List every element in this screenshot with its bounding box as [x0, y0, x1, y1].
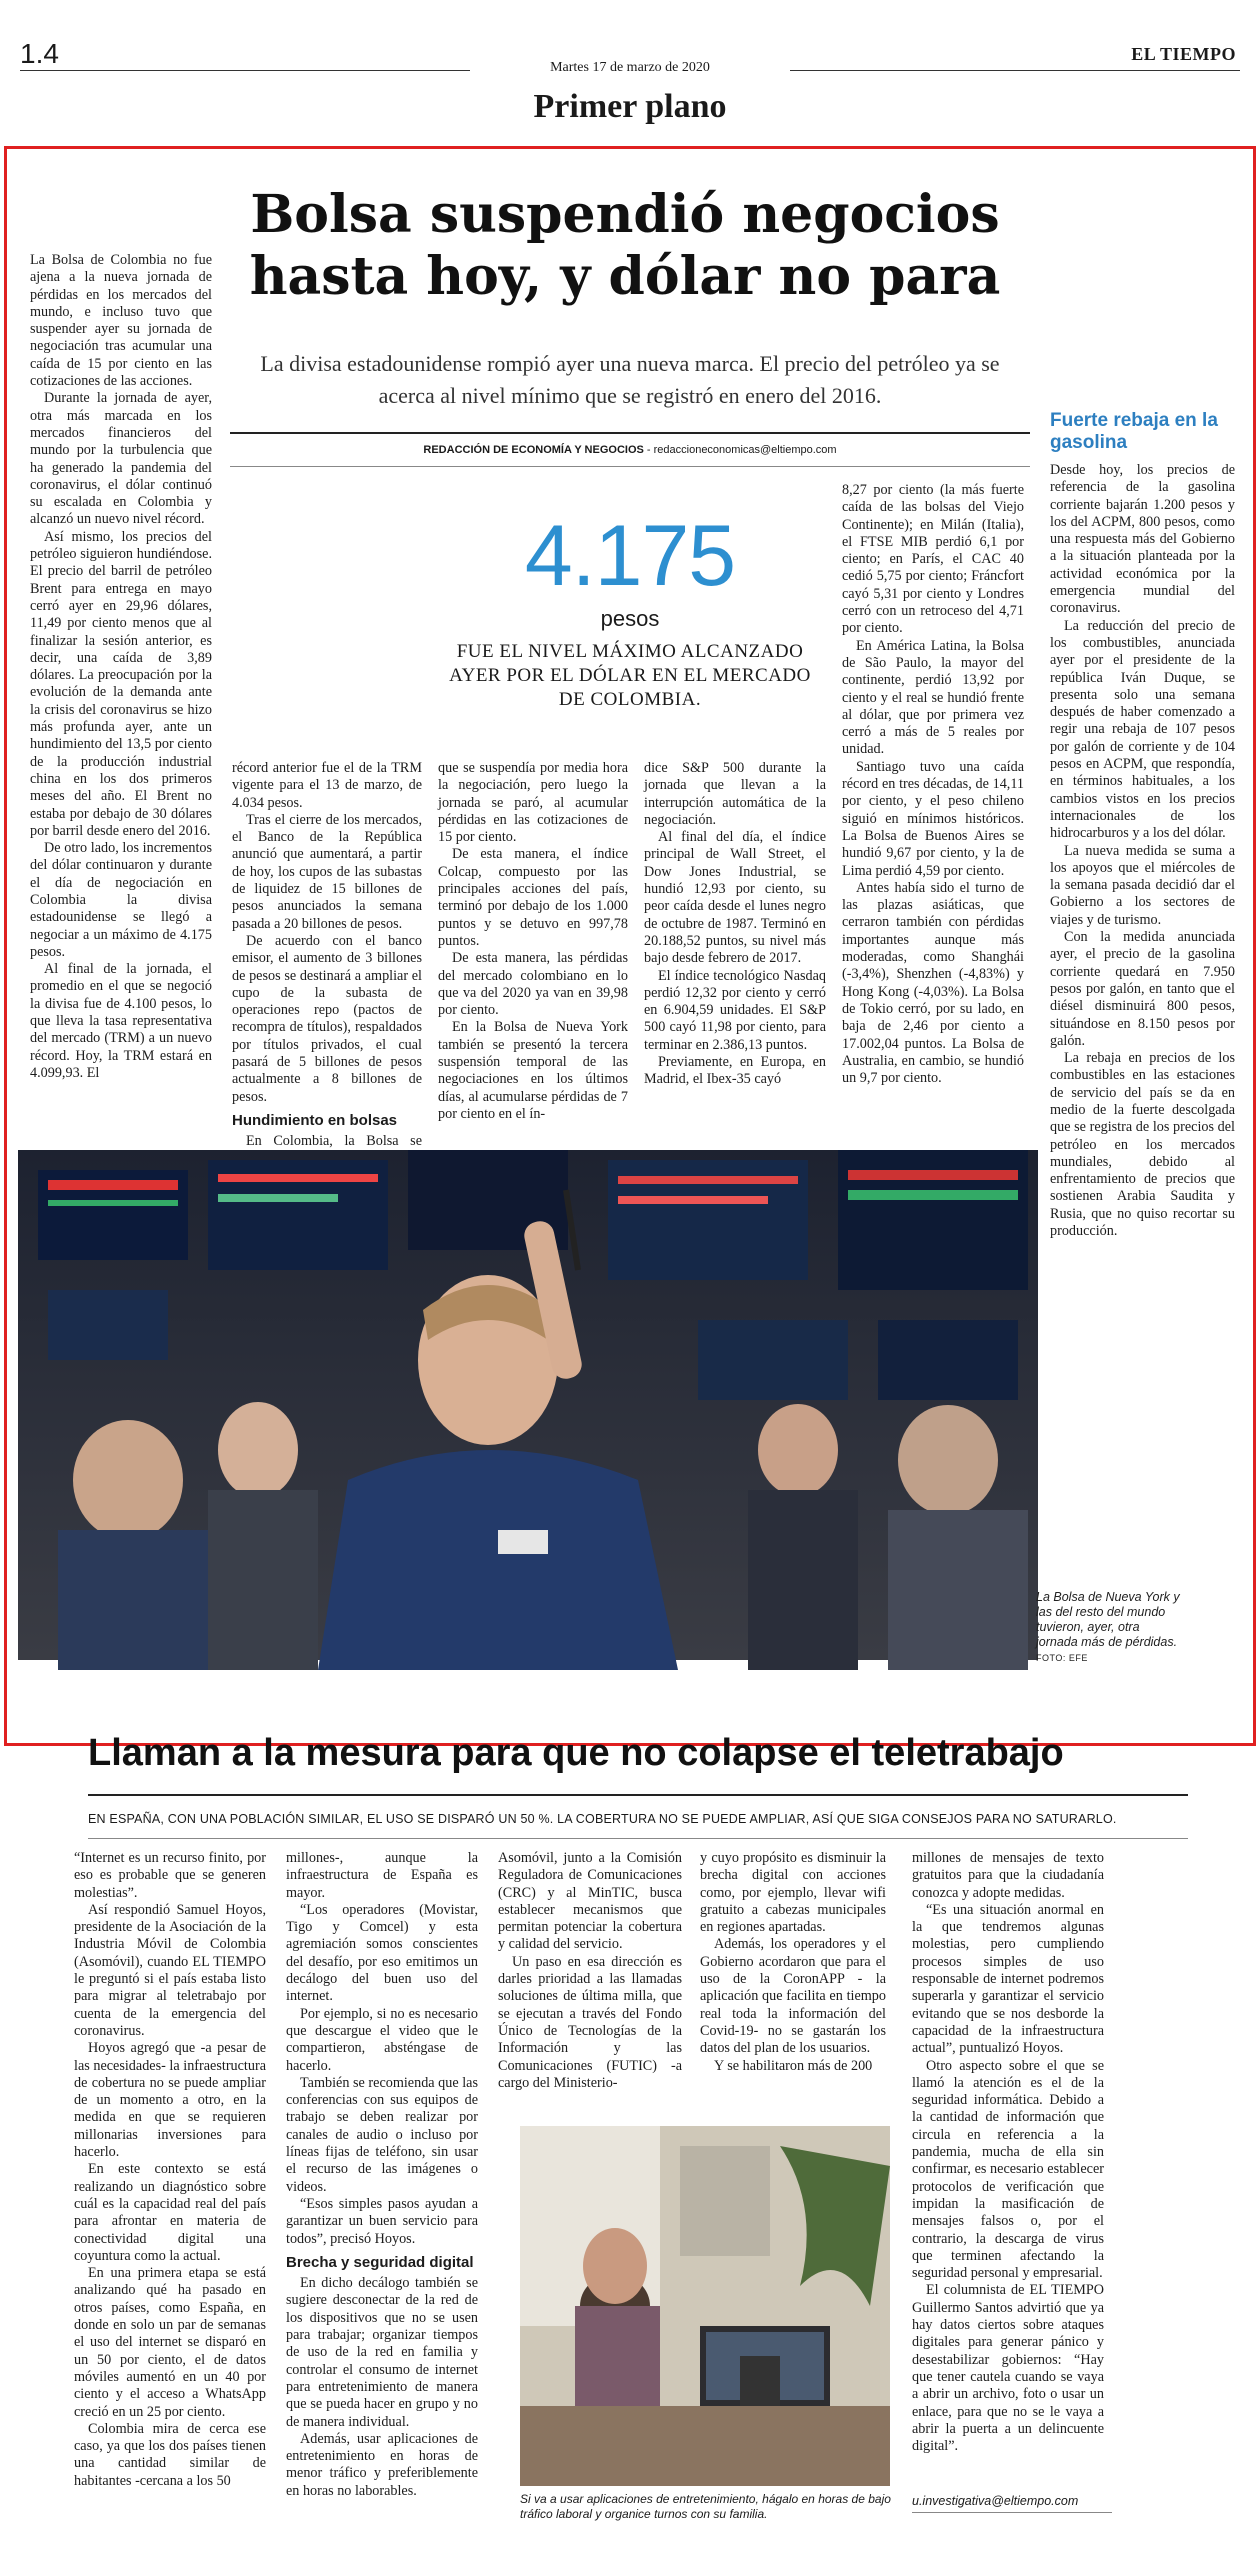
page-number: 1.4: [20, 38, 59, 69]
brand-logo: EL TIEMPO: [1131, 44, 1236, 64]
paragraph: Antes había sido el turno de las plazas asiáticas, que cerraron también con pérdidas importantes aunque más moderadas, como Shanghái (-3,4%), Shenzhen (-4,83%) y Hong Kong (-4,03%). La Bolsa de Tokio cerró, por su lado, en baja de 2,46 por ciento a 17.002,04 puntos. La Bolsa de Australia, en cambio, se hundió un 9,7 por ciento.: [842, 879, 1024, 1087]
fact-number: 4.175: [524, 508, 736, 604]
paragraph: En este contexto se está realizando un diagnóstico sobre cuál es la capacidad real del país para afrontar en materia de conectividad digital una coyuntura como la actual.: [74, 2161, 266, 2264]
fact-description: FUE EL NIVEL MÁXIMO ALCANZADO AYER POR EL DÓLAR EN EL MERCADO DE COLOMBIA.: [449, 641, 811, 710]
section-title: Primer plano: [533, 88, 727, 125]
article-headline: Bolsa suspendió negocios hasta hoy, y dólar no para: [249, 184, 1001, 307]
paragraph: millones-, aunque la infraestructura de España es mayor.: [286, 1850, 478, 1901]
fact-unit: pesos: [600, 606, 660, 631]
article-column-2: [232, 760, 422, 1150]
second-article-column-1: [74, 1850, 266, 2530]
paragraph: Por ejemplo, si no es necesario que descargue el video que le compartieron, absténgase de hacerlo.: [286, 2005, 478, 2074]
second-article-headline: Llaman a la mesura para que no colapse el teletrabajo: [88, 1732, 1064, 1774]
paragraph: En Colombia, la Bolsa se: [246, 1133, 422, 1150]
paragraph: Hoyos agregó que -a pesar de las necesidades- la infraestructura de cobertura no se puede ampliar de un momento a otro, en la medida en que se requieren millonarias inversiones para hacerlo.: [74, 2040, 266, 2161]
paragraph: La reducción del precio de los combustibles, anunciada ayer por el presidente de la república Iván Duque, se presenta solo una semana después de haber comenzado a regir una rebaja de 107 pesos por galón de corriente y de 104 pesos en ACPM, que respondía, en términos habituales, a los cambios vistos en los precios internacionales de los hidrocarburos y a los del dólar.: [1050, 617, 1235, 842]
paragraph: El índice tecnológico Nasdaq perdió 12,32 por ciento y cerró en 6.904,59 unidades. El S&P 500 cayó 11,98 por ciento, para terminar en 2.386,13 puntos.: [644, 967, 826, 1053]
paragraph: récord anterior fue el de la TRM vigente para el 13 de marzo, de 4.034 pesos.: [232, 760, 422, 811]
paragraph: En América Latina, la Bolsa de São Paulo, la mayor del continente, perdió 13,92 por ciento y el real se hundió frente al dólar, que por primera vez cerró a más de 5 reales por unidad.: [842, 637, 1024, 758]
paragraph: “Es una situación anormal en la que tendremos algunas molestias, pero cumpliendo procesos simples de uso responsable de internet podremos superarla y garantizar el servicio evitando que se nos desborde la capacidad de la infraestructura actual”, puntualizó Hoyos.: [912, 1901, 1104, 2057]
byline-rule: [230, 466, 1030, 467]
article-column-1: [30, 252, 212, 1132]
paragraph: Previamente, en Europa, en Madrid, el Ibex-35 cayó: [644, 1054, 826, 1088]
paragraph: Además, usar aplicaciones de entretenimiento en horas de menor tráfico y preferiblemente en horas no laborables.: [286, 2430, 478, 2499]
paragraph: De esta manera, las pérdidas del mercado colombiano en lo que va del 2020 ya van en 39,98 por ciento.: [438, 950, 628, 1019]
paragraph: También se recomienda que las conferencias con sus equipos de trabajo se deben realizar por canales de audio o incluso por líneas fijas de teléfono, sin usar el recurso de las imágenes o videos.: [286, 2074, 478, 2195]
paragraph: La nueva medida se suma a los apoyos que el miércoles de la semana pasada decidió dar el Gobierno a los sectores de viajes y de turismo.: [1050, 842, 1235, 928]
article-column-3: [438, 760, 628, 1140]
paragraph: De otro lado, los incrementos del dólar continuaron y durante el día de negociación en Colombia la divisa estadounidense se llegó a negociar a un máximo de 4.175 pesos.: [30, 840, 212, 960]
second-article-column-5: [912, 1850, 1104, 2490]
paragraph: Tras el cierre de los mercados, el Banco de la República anunció que aumentará, a partir de hoy, los cupos de las subastas de liquidez de 15 billones de pesos anunciados la semana pasada a 20 billones de pesos.: [232, 811, 422, 932]
telework-photo: [520, 2126, 890, 2486]
paragraph: Al final de la jornada, el promedio en el que se negoció la divisa fue de 4.100 pesos, lo que lleva la tasa representativa del mercado (TRM) a un nuevo récord. Hoy, la TRM estará en 4.099,93. El: [30, 961, 212, 1081]
paragraph: dice S&P 500 durante la jornada que llevan a la interrupción automática de la negociación.: [644, 760, 826, 828]
paragraph: Con la medida anunciada ayer, el precio de la gasolina corriente quedará en 7.950 pesos por galón, en tanto que el diésel disminuirá 800 pesos, situándose en 8.150 pesos por galón.: [1050, 929, 1235, 1049]
fact-box: [440, 510, 820, 712]
paragraph: El columnista de EL TIEMPO Guillermo Santos advirtió que ya hay datos ciertos sobre ataques digitales para generar pánico y desestabilizar gobiernos: “Hay que tener cautela cuando se vaya a abrir un archivo, foto o usar un enlace, para que no se le vaya a abrir la puerta a un delincuente digital”.: [912, 2282, 1104, 2455]
kicker-rule: [88, 1838, 1188, 1839]
paragraph: Durante la jornada de ayer, otra más marcada en los mercados financieros del mundo por la turbulencia que ha generado la pandemia del coronavirus, el dólar continuó su escalada en Colombia y alcanzó un nuevo nivel récord.: [30, 390, 212, 528]
paragraph: En dicho decálogo también se sugiere desconectar de la red de los dispositivos que no se usen para trabajar; organizar tiempos de uso de la red en familia y controlar el consumo de internet para entretenimiento de manera que se pueda hacer en grupo y no de manera individual.: [286, 2275, 478, 2430]
trading-floor-photo: [18, 1150, 1038, 1660]
paragraph: De acuerdo con el banco emisor, el aumento de 3 billones de pesos se destinará a ampliar el cupo de la subasta de operaciones repo (pactos de recompra de títulos), respaldados por títulos privados, el cual pasará de 5 billones de pesos actualmente a 8 billones de pesos.: [232, 932, 422, 1105]
second-headline-rule: [88, 1794, 1188, 1796]
article-column-5: [842, 482, 1024, 1142]
sidebar-column: [1050, 462, 1235, 1432]
paragraph: Al final del día, el índice principal de Wall Street, el Dow Jones Industrial, se hundió 12,93 por ciento, su peor caída desde el lunes negro de octubre de 1987. Terminó en 20.188,52 puntos, su nivel más bajo desde febrero de 2017.: [644, 829, 826, 967]
paragraph: y cuyo propósito es disminuir la brecha digital con acciones como, por ejemplo, llevar wifi gratuito a cabezas municipales en regiones apartadas.: [700, 1850, 886, 1936]
second-article-column-2: [286, 1850, 478, 2530]
paragraph: En la Bolsa de Nueva York también se presentó la tercera suspensión temporal de las negociaciones en los últimos días, al acumularse pérdidas de 7 por ciento en el ín-: [438, 1019, 628, 1122]
paragraph: Y se habilitaron más de 200: [714, 2057, 873, 2074]
deck-rule: [230, 432, 1030, 434]
paragraph: Así mismo, los precios del petróleo siguieron hundiéndose. El precio del barril de petróleo Brent para entrega en mayo cerró ayer en 29,96 dólares, 11,49 por ciento menos que al finalizar la sesión anterior, es decir, una caída de 3,89 dólares. La preocupación por la evolución de la demanda ante la crisis del coronavirus se hizo más profunda ayer, ante un hundimiento del 13,5 por ciento de la producción industrial china en los dos primeros meses del año. El Brent no estaba por debajo de 30 dólares por barril desde enero del 2016.: [30, 528, 212, 839]
paragraph: millones de mensajes de texto gratuitos para que la ciudadanía conozca y adopte medidas.: [912, 1850, 1104, 1901]
paragraph: Santiago tuvo una caída récord en tres décadas, de 14,11 por ciento, y el peso chileno siguió en mínimos históricos. La Bolsa de Buenos Aires se hundió 9,67 por ciento, y la de Lima perdió 4,59 por ciento.: [842, 758, 1024, 879]
paragraph: 8,27 por ciento (la más fuerte caída de las bolsas del Viejo Continente); en Milán (Italia), el FTSE MIB perdió 6,1 por ciento; en París, el CAC 40 cedió 5,75 por ciento; Fráncfort cayó 5,31 por ciento y Londres cerró con un retroceso del 4,71 por ciento.: [842, 482, 1024, 637]
subheading: Hundimiento en bolsas: [232, 1111, 398, 1129]
paragraph: Colombia mira de cerca ese caso, ya que los dos países tienen una cantidad similar de habitantes -cercana a los 50: [74, 2420, 266, 2489]
paragraph: De esta manera, el índice Colcap, compuesto por las principales acciones del país, terminó por debajo de los 1.000 puntos y se detuvo en 997,78 puntos.: [438, 846, 628, 949]
paragraph: Un paso en esa dirección es darles prioridad a las llamadas soluciones de última milla, que se ejecutan a través del Fondo Único de Tecnologías de la Información y las Comunicaciones (FUTIC) -a cargo del Ministerio-: [498, 1953, 682, 2091]
byline: [230, 444, 1030, 456]
second-article-column-4: [700, 1850, 886, 2120]
second-article-column-3: [498, 1850, 682, 2120]
paragraph: Otro aspecto sobre el que se llamó la atención es el de la seguridad informática. Debido a la cantidad de información que circula en referencia a la pandemia, mucha de ella sin confirmar, es necesario establecer protocolos de verificación que impidan la masificación de mensajes falsos o, por el contrario, la descarga de virus que terminen afectando la seguridad personal y empresarial.: [912, 2057, 1104, 2282]
byline-email: - redaccioneconomicas@eltiempo.com: [643, 444, 837, 456]
paragraph: La Bolsa de Colombia no fue ajena a la nueva jornada de pérdidas en los mercados del mundo, e incluso tuvo que suspender ayer su jornada de negociación tras acumular una caída de 15 por ciento en las cotizaciones de las acciones.: [30, 252, 212, 390]
paragraph: “Los operadores (Movistar, Tigo y Comcel) y esta agremiación somos conscientes del desafío, por eso emitimos un decálogo del buen uso del internet.: [286, 1901, 478, 2005]
paragraph: que se suspendía por media hora la negociación, pero luego la jornada se paró, al acumular pérdidas en las cotizaciones de 15 por ciento.: [438, 760, 628, 846]
paragraph: “Esos simples pasos ayudan a garantizar un buen servicio para todos”, precisó Hoyos.: [286, 2195, 478, 2247]
paragraph: La rebaja en precios de los combustibles en las estaciones de servicio del país se da en medio de la fuerte descolgada que se registra de los precios del petróleo en los mercados mundiales, debido al enfrentamiento de precios que sostienen Arabia Saudita y Rusia, que no quiso recortar su producción.: [1050, 1050, 1235, 1240]
sidebar-title: Fuerte rebaja en la gasolina: [1050, 410, 1218, 453]
paragraph: Además, los operadores y el Gobierno acordaron que para el uso de la CoronAPP - la aplicación que facilita en tiempo real toda la información del Covid-19- no se gastarán los datos del plan de los usuarios.: [700, 1936, 886, 2057]
subheading: Brecha y seguridad digital: [286, 2253, 474, 2271]
paragraph: Desde hoy, los precios de referencia de la gasolina corriente bajarán 1.200 pesos y los del ACPM, 800 pesos, como una respuesta más del Gobierno a la situación planteada por la actividad económica por la emergencia mundial del coronavirus.: [1050, 462, 1235, 617]
paragraph: En una primera etapa se está analizando qué ha pasado en otros países, como España, en donde en solo un par de semanas el uso del internet se disparó en un 50 por ciento, el de datos móviles aumentó en un 40 por ciento y el acceso a WhatsApp creció en un 25 por ciento.: [74, 2265, 266, 2420]
photo-caption-text: La Bolsa de Nueva York y las del resto del mundo tuvieron, ayer, otra jornada más de pérdidas.: [1036, 1590, 1180, 1649]
photo-caption: [1036, 1590, 1184, 1666]
article-deck: La divisa estadounidense rompió ayer una nueva marca. El precio del petróleo ya se acerca al nivel mínimo que se registró en enero del 2016.: [260, 351, 1000, 408]
second-article-kicker: EN ESPAÑA, CON UNA POBLACIÓN SIMILAR, EL USO SE DISPARÓ UN 50 %. LA COBERTURA NO SE PUEDE AMPLIAR, ASÍ QUE SIGA CONSEJOS PARA NO SATURARLO.: [88, 1812, 1117, 1826]
article-column-4: [644, 760, 826, 1140]
issue-date: Martes 17 de marzo de 2020: [550, 60, 710, 75]
email-rule: [912, 2512, 1112, 2513]
trading-floor-illustration: [18, 1150, 1038, 1660]
telework-photo-caption: Si va a usar aplicaciones de entretenimiento, hágalo en horas de bajo tráfico laboral y organice turnos con su familia.: [520, 2492, 891, 2521]
telework-illustration: [520, 2126, 890, 2486]
paragraph: Asomóvil, junto a la Comisión Reguladora de Comunicaciones (CRC) y al MinTIC, busca establecer mecanismos que permitan potenciar la cobertura y calidad del servicio.: [498, 1850, 682, 1953]
photo-credit: FOTO: EFE: [1036, 1653, 1088, 1663]
byline-name: REDACCIÓN DE ECONOMÍA Y NEGOCIOS: [423, 444, 644, 456]
paragraph: Así respondió Samuel Hoyos, presidente de la Asociación de la Industria Móvil de Colombia (Asomóvil), cuando EL TIEMPO le preguntó si el país estaba listo para migrar al teletrabajo por cuenta de la emergencia del coronavirus.: [74, 1901, 266, 2039]
contact-email[interactable]: u.investigativa@eltiempo.com: [912, 2494, 1079, 2508]
paragraph: “Internet es un recurso finito, por eso es probable que se generen molestias”.: [74, 1850, 266, 1901]
